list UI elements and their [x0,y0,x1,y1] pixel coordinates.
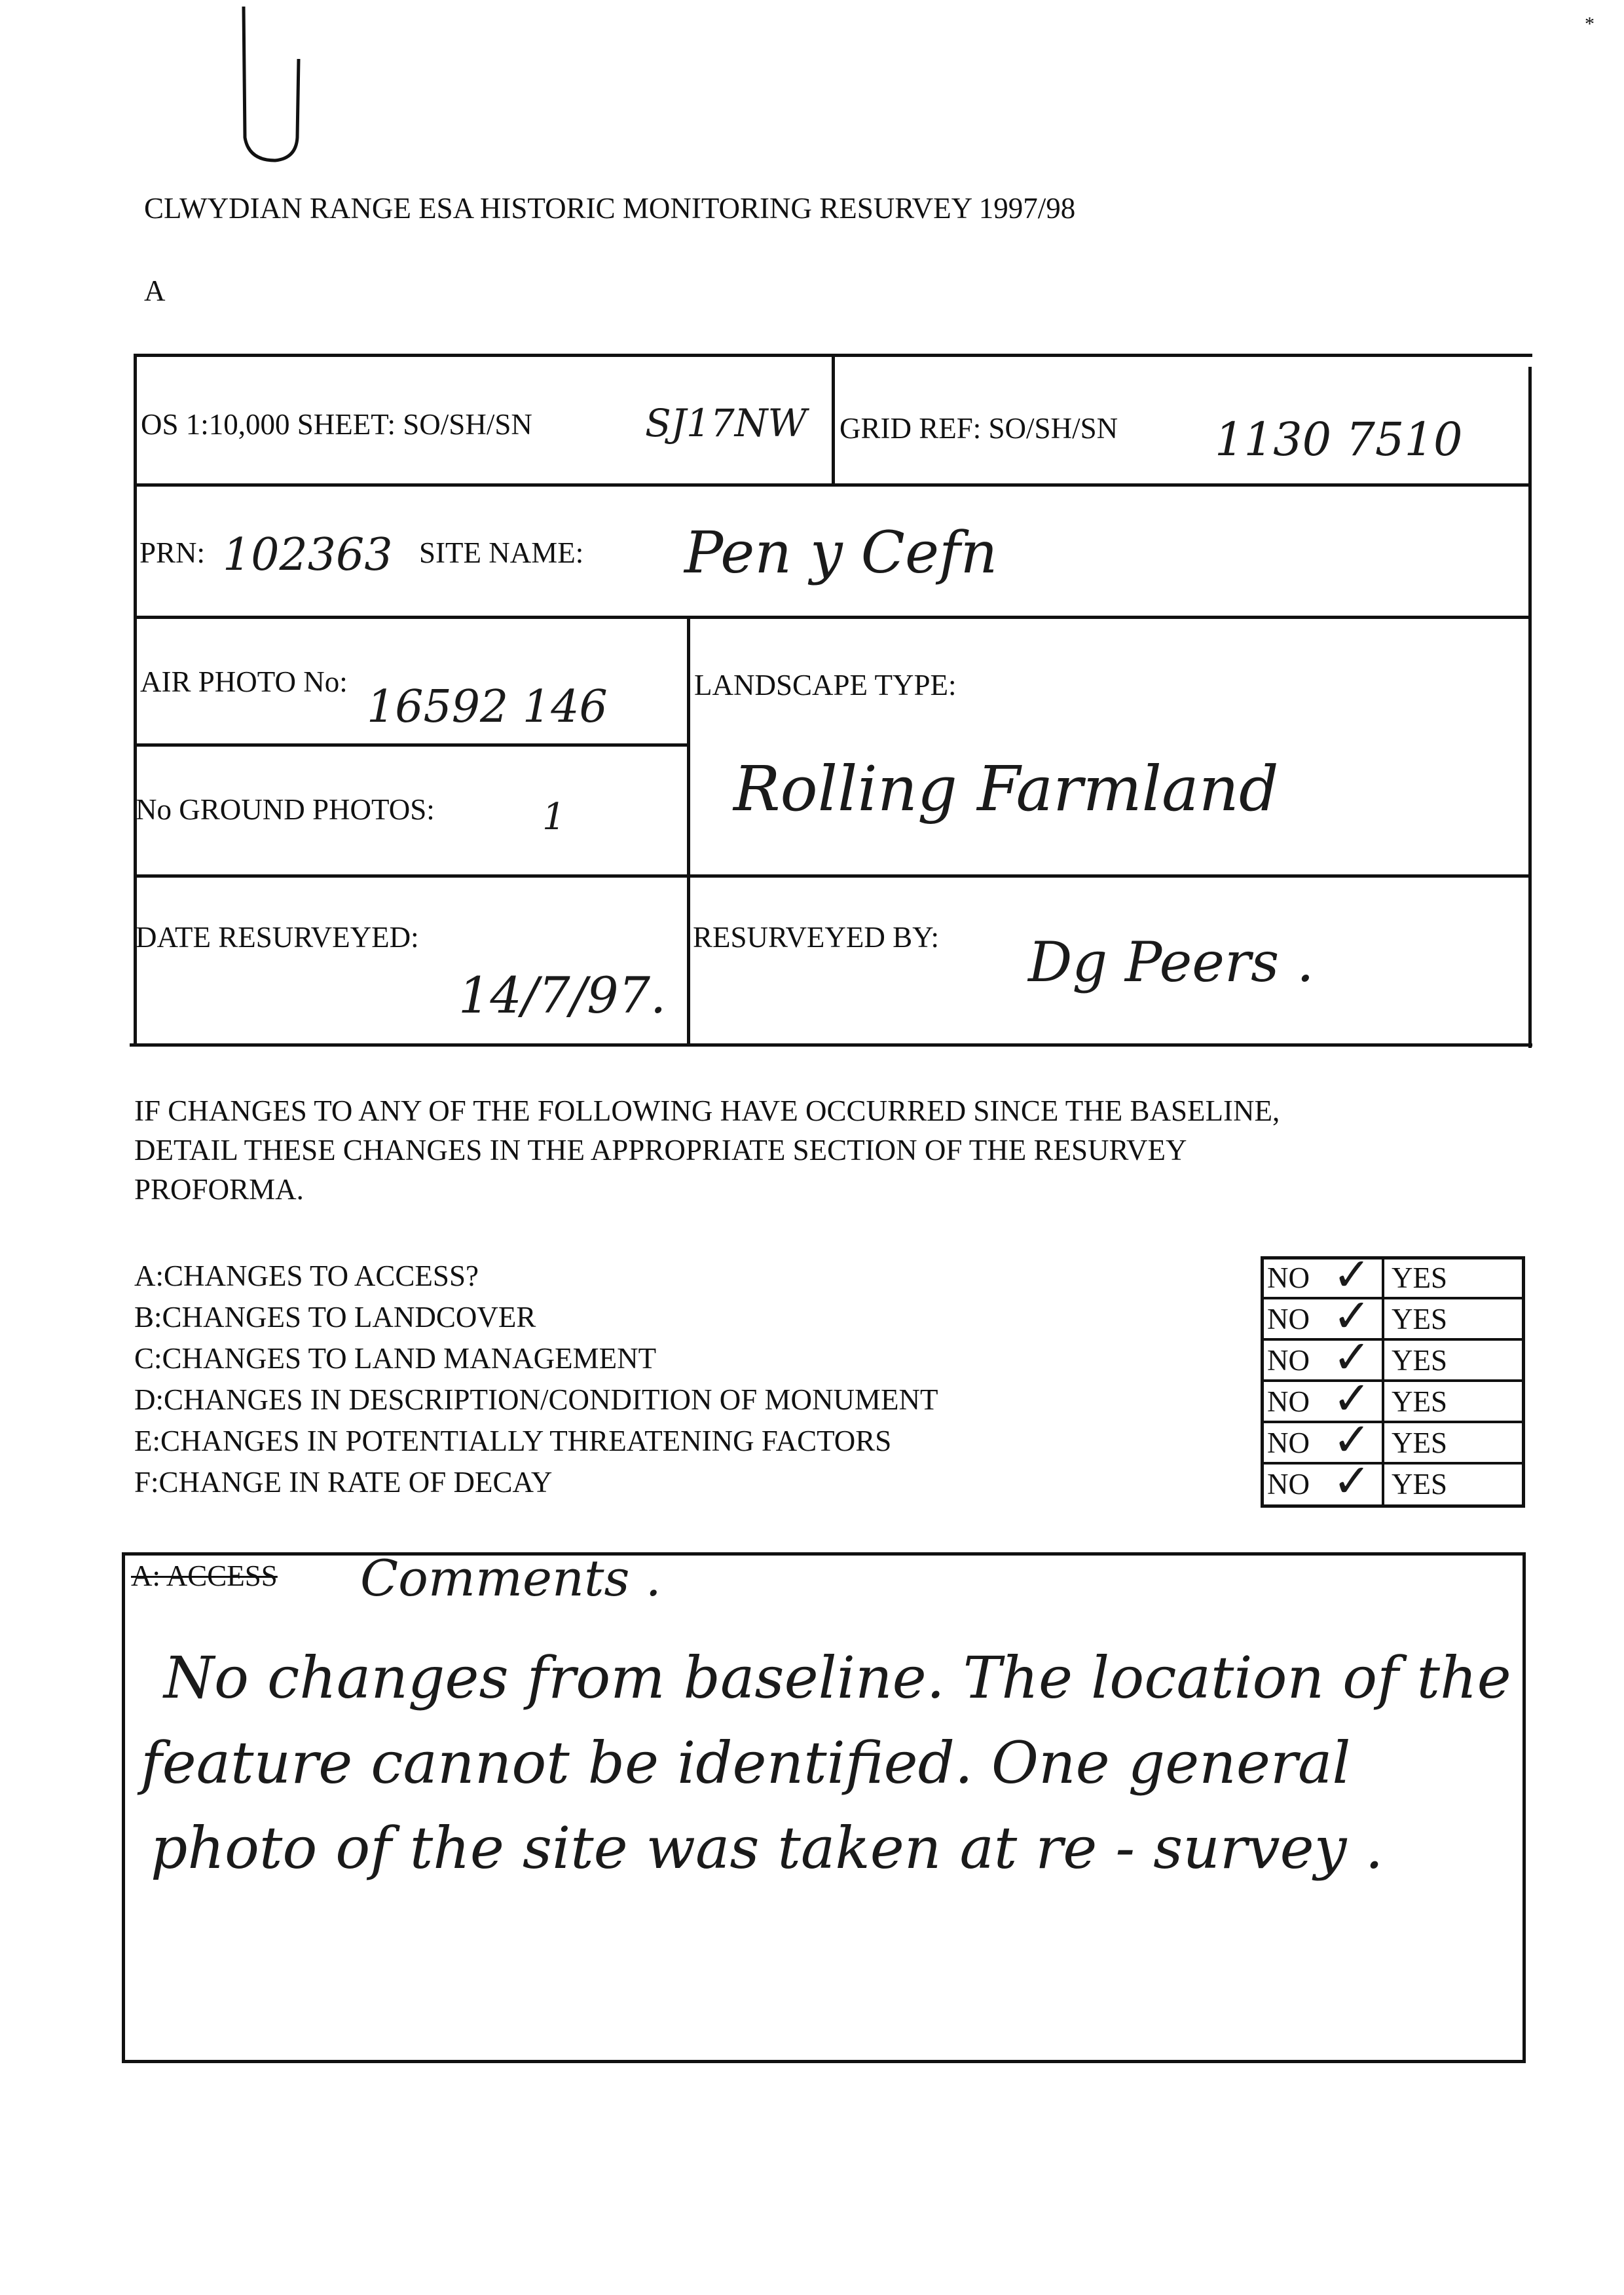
no-option-e[interactable]: NO [1267,1427,1310,1459]
resurveyed-by-value: Dg Peers . [1028,930,1314,994]
comment-line-2: feature cannot be identified. One general [141,1729,1351,1797]
resurveyed-by-label: RESURVEYED BY: [693,921,940,954]
no-option-d[interactable]: NO [1267,1385,1310,1418]
yes-option-d[interactable]: YES [1392,1385,1448,1418]
site-name-value: Pen y Cefn [684,519,998,586]
col-divider-middle [687,619,690,1045]
form-bottom-border [130,1043,1532,1047]
ground-photos-value: 1 [542,796,566,838]
os-sheet-label: OS 1:10,000 SHEET: SO/SH/SN [141,408,532,441]
tick-mark-a: ✓ [1333,1248,1371,1301]
instructions-line-2: DETAIL THESE CHANGES IN THE APPROPRIATE SECTION OF THE RESURVEY [134,1134,1187,1166]
air-photo-label: AIR PHOTO No: [140,665,348,698]
form-right-border [1528,367,1532,1048]
prn-label: PRN: [139,536,206,569]
yes-option-f[interactable]: YES [1392,1468,1448,1501]
tick-mark-d: ✓ [1333,1371,1371,1425]
date-resurveyed-value: 14/7/97. [458,966,667,1024]
change-label-c: C:CHANGES TO LAND MANAGEMENT [134,1342,657,1375]
grid-row-line-4 [1261,1421,1525,1423]
grid-ref-label: GRID REF: SO/SH/SN [840,412,1118,445]
no-option-b[interactable]: NO [1267,1303,1310,1335]
no-option-a[interactable]: NO [1267,1261,1310,1294]
no-option-f[interactable]: NO [1267,1468,1310,1501]
yes-option-e[interactable]: YES [1392,1427,1448,1459]
landscape-type-value: Rolling Farmland [733,753,1279,825]
landscape-type-label: LANDSCAPE TYPE: [694,669,957,701]
corner-mark: * [1585,13,1595,35]
site-name-label: SITE NAME: [419,536,584,569]
yes-option-c[interactable]: YES [1392,1344,1448,1377]
date-resurveyed-label: DATE RESURVEYED: [136,921,419,954]
change-label-e: E:CHANGES IN POTENTIALLY THREATENING FACTORS [134,1425,892,1457]
tick-mark-c: ✓ [1333,1330,1371,1384]
row-divider-2 [134,616,1531,619]
grid-row-line-1 [1261,1297,1525,1299]
grid-row-line-3 [1261,1379,1525,1382]
grid-row-line-2 [1261,1338,1525,1341]
change-label-d: D:CHANGES IN DESCRIPTION/CONDITION OF MONUMENT [134,1383,938,1416]
yes-option-b[interactable]: YES [1392,1303,1448,1335]
no-yes-divider [1382,1256,1384,1508]
page-title: CLWYDIAN RANGE ESA HISTORIC MONITORING RESURVEY 1997/98 [144,192,1076,225]
row-divider-3 [134,743,687,747]
access-label-struck: A: ACCESS [131,1559,278,1592]
grid-ref-value: 1130 7510 [1215,413,1463,466]
grid-row-line-5 [1261,1462,1525,1465]
yes-option-a[interactable]: YES [1392,1261,1448,1294]
air-photo-value: 16592 146 [367,681,608,733]
instructions-line-3: PROFORMA. [134,1173,304,1206]
staple-mark [236,7,308,164]
comment-line-1: No changes from baseline. The location of the [164,1644,1511,1711]
comments-heading: Comments . [360,1549,661,1607]
ground-photos-label: No GROUND PHOTOS: [136,793,435,826]
comment-line-3: photo of the site was taken at re - survey . [151,1814,1384,1882]
tick-mark-b: ✓ [1333,1289,1371,1343]
tick-mark-e: ✓ [1333,1413,1371,1466]
change-label-f: F:CHANGE IN RATE OF DECAY [134,1466,553,1499]
tick-mark-f: ✓ [1333,1454,1371,1508]
section-letter: A [144,274,166,307]
no-option-c[interactable]: NO [1267,1344,1310,1377]
change-label-a: A:CHANGES TO ACCESS? [134,1259,479,1292]
col-divider-top [832,357,835,485]
comments-box[interactable] [122,1552,1526,2063]
prn-value: 102363 [223,529,393,581]
change-label-b: B:CHANGES TO LANDCOVER [134,1301,536,1334]
instructions-line-1: IF CHANGES TO ANY OF THE FOLLOWING HAVE OCCURRED SINCE THE BASELINE, [134,1094,1280,1127]
os-sheet-value: SJ17NW [645,401,807,445]
row-divider-4 [134,874,1531,878]
